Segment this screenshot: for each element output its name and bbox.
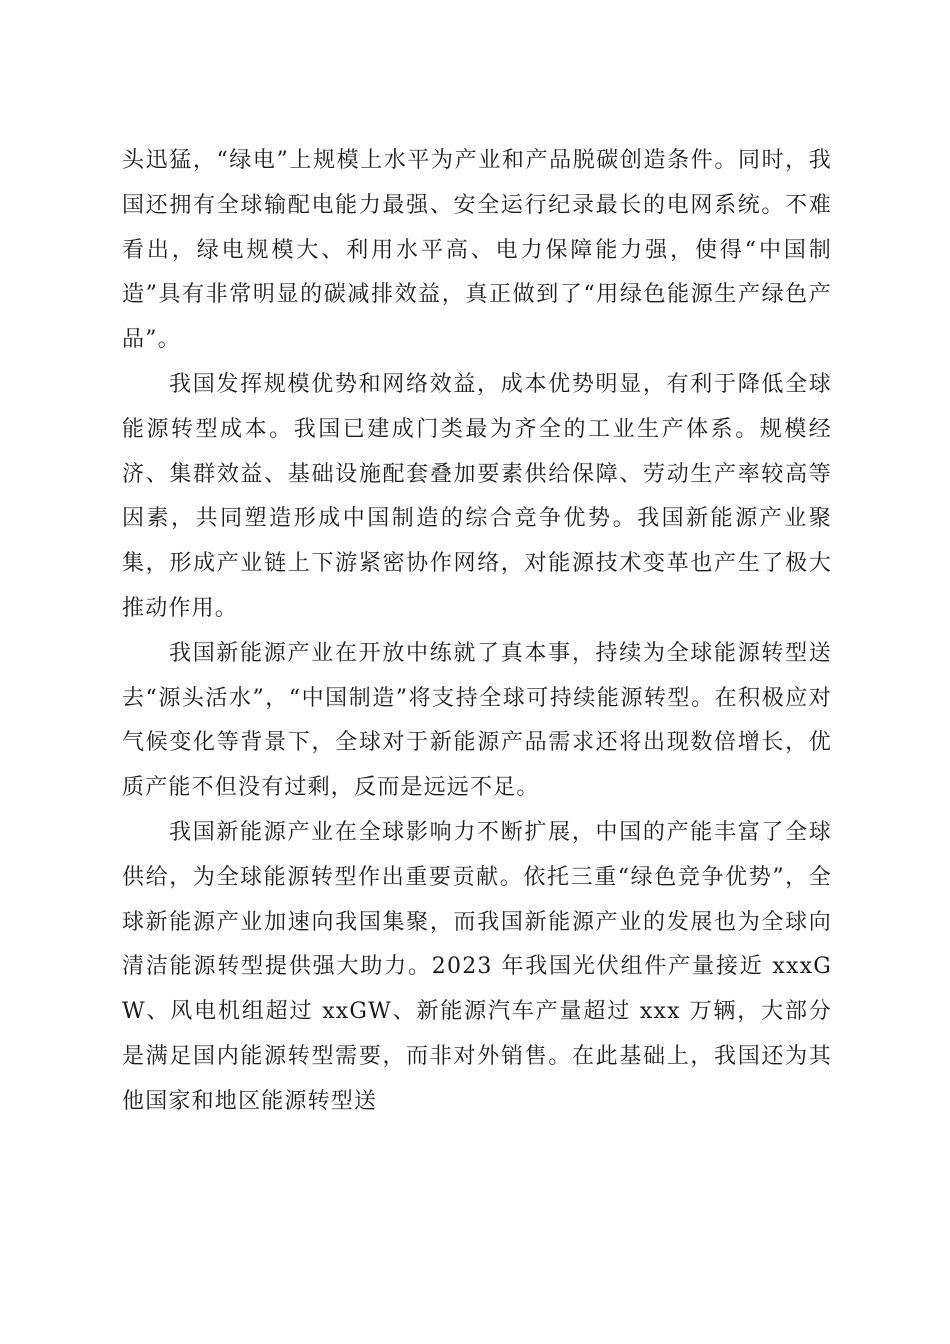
paragraph-scale-advantage: 我国发挥规模优势和网络效益，成本优势明显，有利于降低全球能源转型成本。我国已建成门类最为齐全的工业生产体系。规模经济、集群效益、基础设施配套叠加要素供给保障、劳动生产率较高等因素，共同塑造形成中国制造的综合竞争优势。我国新能源产业聚集，形成产业链上下游紧密协作网络，对能源技术变革也产生了极大推动作用。 bbox=[122, 371, 832, 621]
paragraph-global-influence: 我国新能源产业在全球影响力不断扩展，中国的产能丰富了全球供给，为全球能源转型作出重要贡献。依托三重“绿色竞争优势”，全球新能源产业加速向我国集聚，而我国新能源产业的发展也为全球向清洁能源转型提供强大助力。2023 年我国光伏组件产量接近 xxxGW、风电机组超过 xxGW、新能源汽车产量超过 xxx 万辆，大部分是满足国内能源转型需要，而非对外销售。在此基础上，我国还为其他国家和地区能源转型送 bbox=[122, 819, 832, 1114]
paragraph-continued: 头迅猛，“绿电”上规模上水平为产业和产品脱碳创造条件。同时，我国还拥有全球输配电能力最强、安全运行纪录最长的电网系统。不难看出，绿电规模大、利用水平高、电力保障能力强，使得“中国制造”具有非常明显的碳减排效益，真正做到了“用绿色能源生产绿色产品”。 bbox=[122, 148, 832, 353]
paragraph-open-development: 我国新能源产业在开放中练就了真本事，持续为全球能源转型送去“源头活水”，“中国制造”将支持全球可持续能源转型。在积极应对气候变化等背景下，全球对于新能源产品需求还将出现数倍增长，优质产能不但没有过剩，反而是远远不足。 bbox=[122, 640, 832, 801]
document-body bbox=[122, 139, 832, 1125]
